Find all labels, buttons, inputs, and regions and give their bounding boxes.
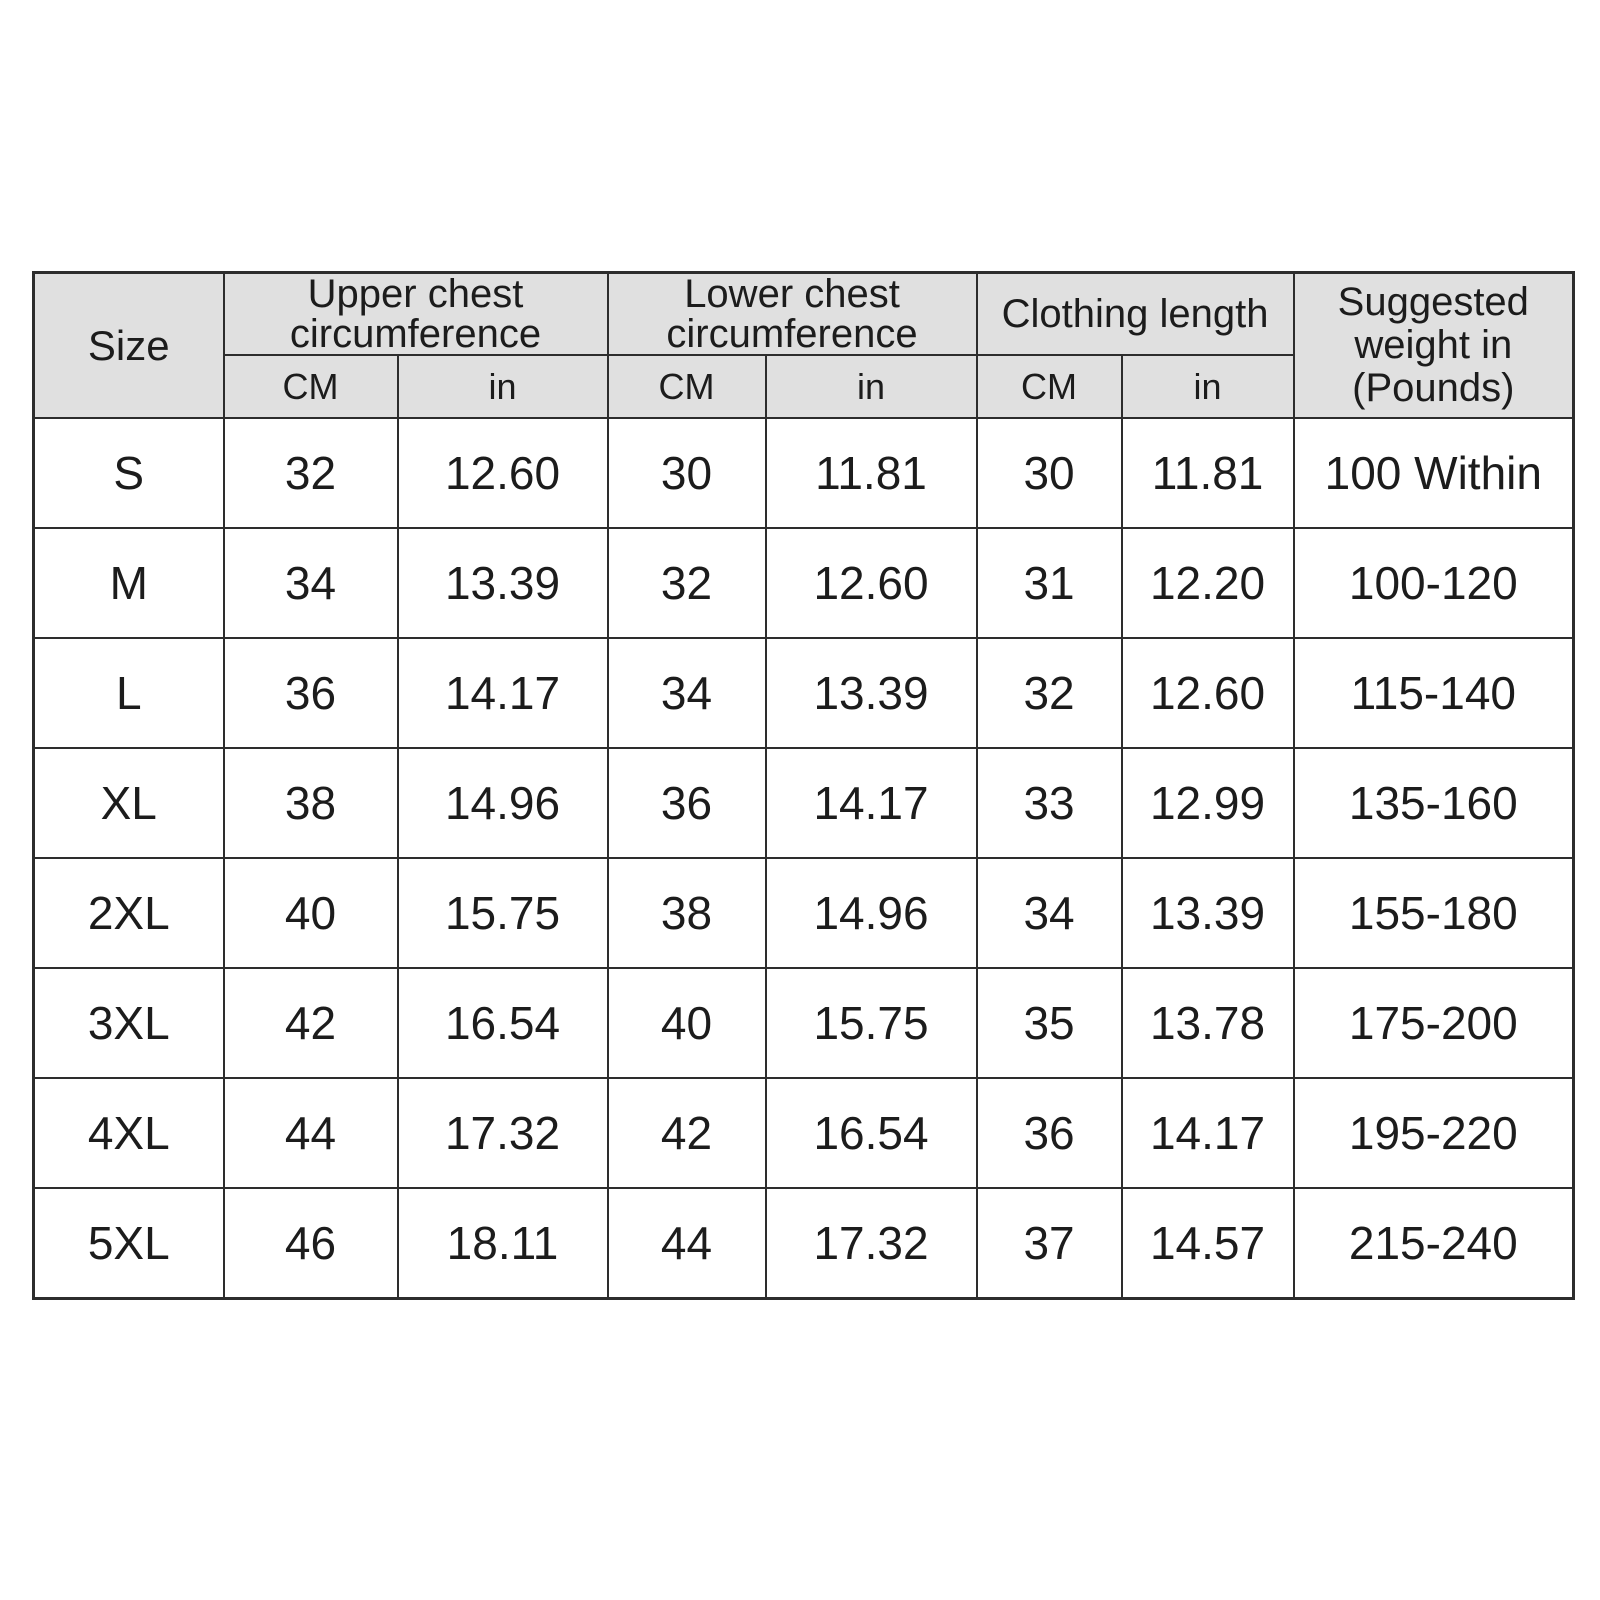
cell-length-in: 12.20 — [1122, 528, 1294, 638]
header-line: (Pounds) — [1352, 366, 1515, 410]
cell-length-in: 14.57 — [1122, 1188, 1294, 1298]
cell-lower-cm: 38 — [608, 858, 766, 968]
table-row — [34, 748, 1574, 858]
cell-size: 3XL — [34, 968, 224, 1078]
header-line: circumference — [666, 312, 918, 355]
cell-length-cm: 31 — [977, 528, 1122, 638]
header-size: Size — [34, 273, 224, 419]
cell-upper-cm: 40 — [224, 858, 398, 968]
cell-lower-in: 12.60 — [766, 528, 977, 638]
cell-length-in: 13.39 — [1122, 858, 1294, 968]
cell-length-in: 12.99 — [1122, 748, 1294, 858]
table-row — [34, 968, 1574, 1078]
cell-upper-in: 14.17 — [398, 638, 608, 748]
cell-upper-cm: 46 — [224, 1188, 398, 1298]
cell-upper-in: 18.11 — [398, 1188, 608, 1298]
cell-lower-cm: 30 — [608, 418, 766, 528]
cell-weight: 135-160 — [1294, 748, 1574, 858]
header-upper-chest — [224, 273, 608, 356]
cell-upper-cm: 38 — [224, 748, 398, 858]
table-row — [34, 1078, 1574, 1188]
cell-size: 2XL — [34, 858, 224, 968]
cell-weight: 100-120 — [1294, 528, 1574, 638]
header-lower-cm: CM — [608, 355, 766, 418]
cell-lower-cm: 42 — [608, 1078, 766, 1188]
header-upper-in: in — [398, 355, 608, 418]
cell-weight: 100 Within — [1294, 418, 1574, 528]
table-row — [34, 638, 1574, 748]
header-length-in: in — [1122, 355, 1294, 418]
cell-length-in: 11.81 — [1122, 418, 1294, 528]
cell-length-in: 13.78 — [1122, 968, 1294, 1078]
cell-lower-in: 11.81 — [766, 418, 977, 528]
cell-upper-in: 17.32 — [398, 1078, 608, 1188]
header-suggested-weight — [1294, 273, 1574, 419]
cell-lower-cm: 44 — [608, 1188, 766, 1298]
header-lower-chest — [608, 273, 977, 356]
cell-lower-cm: 34 — [608, 638, 766, 748]
cell-size: L — [34, 638, 224, 748]
cell-upper-in: 13.39 — [398, 528, 608, 638]
size-table-body — [34, 418, 1574, 1298]
header-line: Suggested — [1337, 280, 1529, 324]
cell-upper-cm: 44 — [224, 1078, 398, 1188]
cell-length-in: 12.60 — [1122, 638, 1294, 748]
cell-length-cm: 35 — [977, 968, 1122, 1078]
header-line: weight in — [1354, 323, 1513, 367]
cell-upper-in: 12.60 — [398, 418, 608, 528]
cell-size: XL — [34, 748, 224, 858]
cell-weight: 215-240 — [1294, 1188, 1574, 1298]
cell-weight: 115-140 — [1294, 638, 1574, 748]
cell-weight: 175-200 — [1294, 968, 1574, 1078]
header-line: circumference — [289, 312, 542, 355]
header-group-row — [34, 273, 1574, 356]
header-line: Lower chest — [684, 272, 900, 316]
cell-size: S — [34, 418, 224, 528]
cell-lower-in: 16.54 — [766, 1078, 977, 1188]
cell-length-cm: 34 — [977, 858, 1122, 968]
cell-weight: 155-180 — [1294, 858, 1574, 968]
cell-upper-cm: 42 — [224, 968, 398, 1078]
cell-length-cm: 30 — [977, 418, 1122, 528]
cell-lower-cm: 40 — [608, 968, 766, 1078]
cell-upper-cm: 36 — [224, 638, 398, 748]
cell-lower-cm: 32 — [608, 528, 766, 638]
table-row — [34, 528, 1574, 638]
header-line: Clothing length — [1001, 292, 1269, 336]
table-row — [34, 1188, 1574, 1298]
cell-length-cm: 32 — [977, 638, 1122, 748]
cell-length-cm: 33 — [977, 748, 1122, 858]
cell-size: 4XL — [34, 1078, 224, 1188]
header-length-cm: CM — [977, 355, 1122, 418]
table-row — [34, 858, 1574, 968]
cell-length-cm: 36 — [977, 1078, 1122, 1188]
cell-length-cm: 37 — [977, 1188, 1122, 1298]
cell-size: M — [34, 528, 224, 638]
header-upper-cm: CM — [224, 355, 398, 418]
header-clothing-length — [977, 273, 1294, 356]
cell-size: 5XL — [34, 1188, 224, 1298]
cell-upper-in: 14.96 — [398, 748, 608, 858]
cell-weight: 195-220 — [1294, 1078, 1574, 1188]
cell-length-in: 14.17 — [1122, 1078, 1294, 1188]
cell-lower-in: 14.17 — [766, 748, 977, 858]
table-row — [34, 418, 1574, 528]
cell-lower-in: 15.75 — [766, 968, 977, 1078]
cell-lower-cm: 36 — [608, 748, 766, 858]
cell-lower-in: 14.96 — [766, 858, 977, 968]
cell-upper-in: 15.75 — [398, 858, 608, 968]
size-chart-table — [32, 271, 1575, 1300]
cell-lower-in: 17.32 — [766, 1188, 977, 1298]
cell-lower-in: 13.39 — [766, 638, 977, 748]
header-lower-in: in — [766, 355, 977, 418]
cell-upper-cm: 34 — [224, 528, 398, 638]
header-line: Upper chest — [307, 272, 524, 316]
cell-upper-cm: 32 — [224, 418, 398, 528]
cell-upper-in: 16.54 — [398, 968, 608, 1078]
